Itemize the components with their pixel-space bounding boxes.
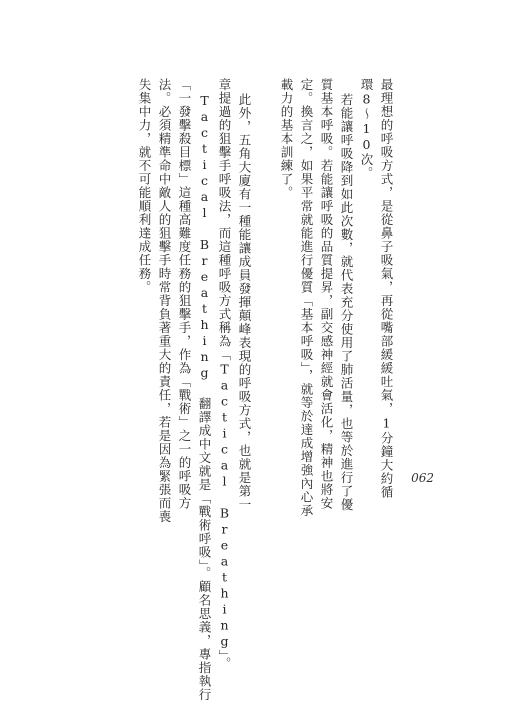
text-column: 最理想的呼吸方式，是從鼻子吸氣，再從嘴部緩緩吐氣，1分鐘大約循: [379, 78, 394, 499]
text-column: 章提過的狙擊手呼吸法，而這種呼吸方式稱為「Tactical Breathing」。: [217, 78, 232, 671]
text-column: 環8～10次。: [359, 78, 374, 180]
text-column: 質基本呼吸。若能讓呼吸的品質提昇，副交感神經就會活化，精神也將安: [319, 78, 334, 510]
page-number: 062: [411, 471, 434, 485]
text-column: 失集中力，就不可能順利達成任務。: [137, 78, 152, 294]
text-column: 載力的基本訓練了。: [279, 78, 294, 200]
text-column: 定。換言之，如果平常就能進行優質「基本呼吸」，就等於達成增強內心承: [299, 78, 314, 518]
text-column: 「一發擊殺目標」這種高難度任務的狙擊手，作為「戰術」之一的呼吸方: [177, 78, 192, 510]
text-column: 若能讓呼吸降到如此次數，就代表充分使用了肺活量，也等於進行了優: [339, 93, 354, 512]
text-column: Tactical Breathing 翻譯成中文就是「戰術呼吸」。顧名思義，專指執行: [197, 93, 212, 701]
text-column: 法。必須精準命中敵人的狙擊手時常背負著重大的責任，若是因為緊張而喪: [157, 78, 172, 524]
text-column: 此外，五角大廈有一種能讓成員發揮顛峰表現的呼吸方式，也就是第一: [237, 93, 252, 512]
